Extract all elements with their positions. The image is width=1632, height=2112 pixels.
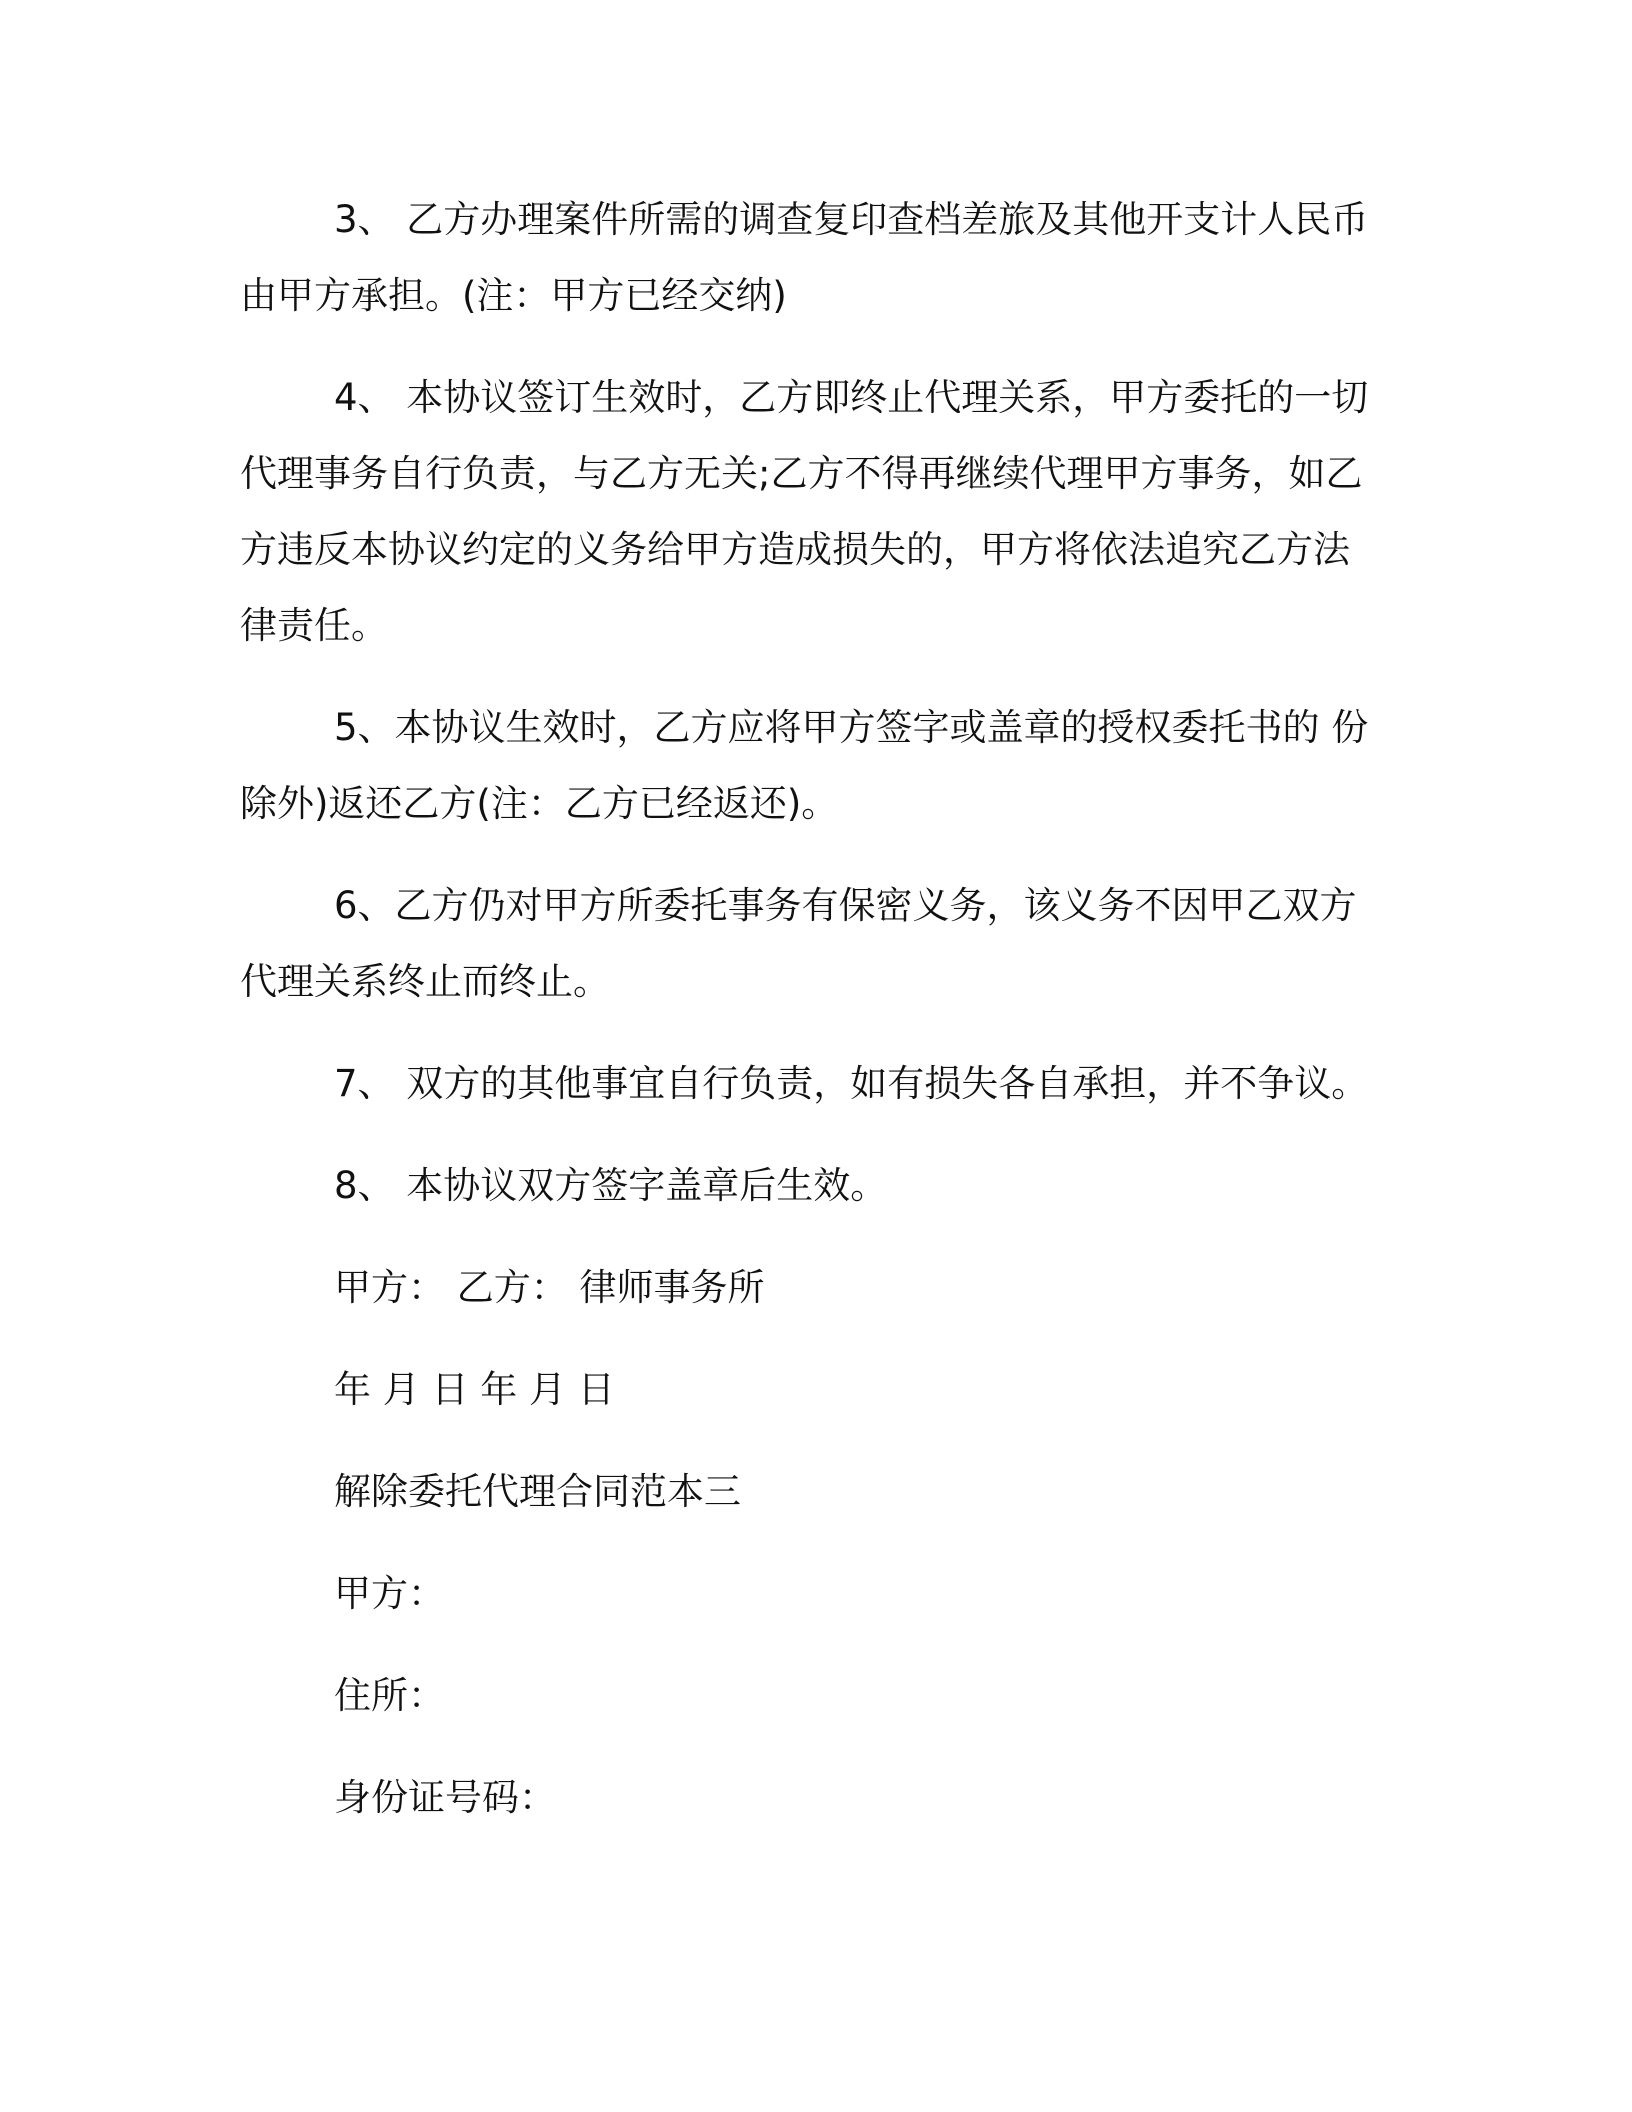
clause-3-line-1: 3、 乙方办理案件所需的调查复印查档差旅及其他开支计人民币	[334, 198, 1369, 241]
party-a-label: 甲方：	[334, 1572, 445, 1615]
clause-6-line-1: 6、乙方仍对甲方所委托事务有保密义务，该义务不因甲乙双方	[334, 884, 1357, 927]
clause-6-line-2: 代理关系终止而终止。	[240, 960, 610, 1003]
clause-3-line-2: 由甲方承担。(注：甲方已经交纳)	[240, 274, 787, 317]
clause-4-line-4: 律责任。	[240, 604, 388, 647]
address-label: 住所：	[334, 1674, 445, 1717]
id-number-label: 身份证号码：	[334, 1776, 556, 1819]
signature-parties-line: 甲方： 乙方： 律师事务所	[334, 1266, 765, 1309]
clause-5-line-1: 5、本协议生效时，乙方应将甲方签字或盖章的授权委托书的 份	[334, 706, 1369, 749]
signature-date-line: 年 月 日 年 月 日	[334, 1368, 615, 1411]
clause-5-line-2: 除外)返还乙方(注：乙方已经返还)。	[240, 782, 839, 825]
clause-4-line-1: 4、 本协议签订生效时，乙方即终止代理关系，甲方委托的一切	[334, 376, 1369, 419]
clause-8-line: 8、 本协议双方签字盖章后生效。	[334, 1164, 888, 1207]
clause-4-line-3: 方违反本协议约定的义务给甲方造成损失的，甲方将依法追究乙方法	[240, 528, 1350, 571]
clause-7-line: 7、 双方的其他事宜自行负责，如有损失各自承担，并不争议。	[334, 1062, 1369, 1105]
clause-4-line-2: 代理事务自行负责，与乙方无关;乙方不得再继续代理甲方事务，如乙	[240, 452, 1363, 495]
section-heading: 解除委托代理合同范本三	[334, 1470, 741, 1513]
